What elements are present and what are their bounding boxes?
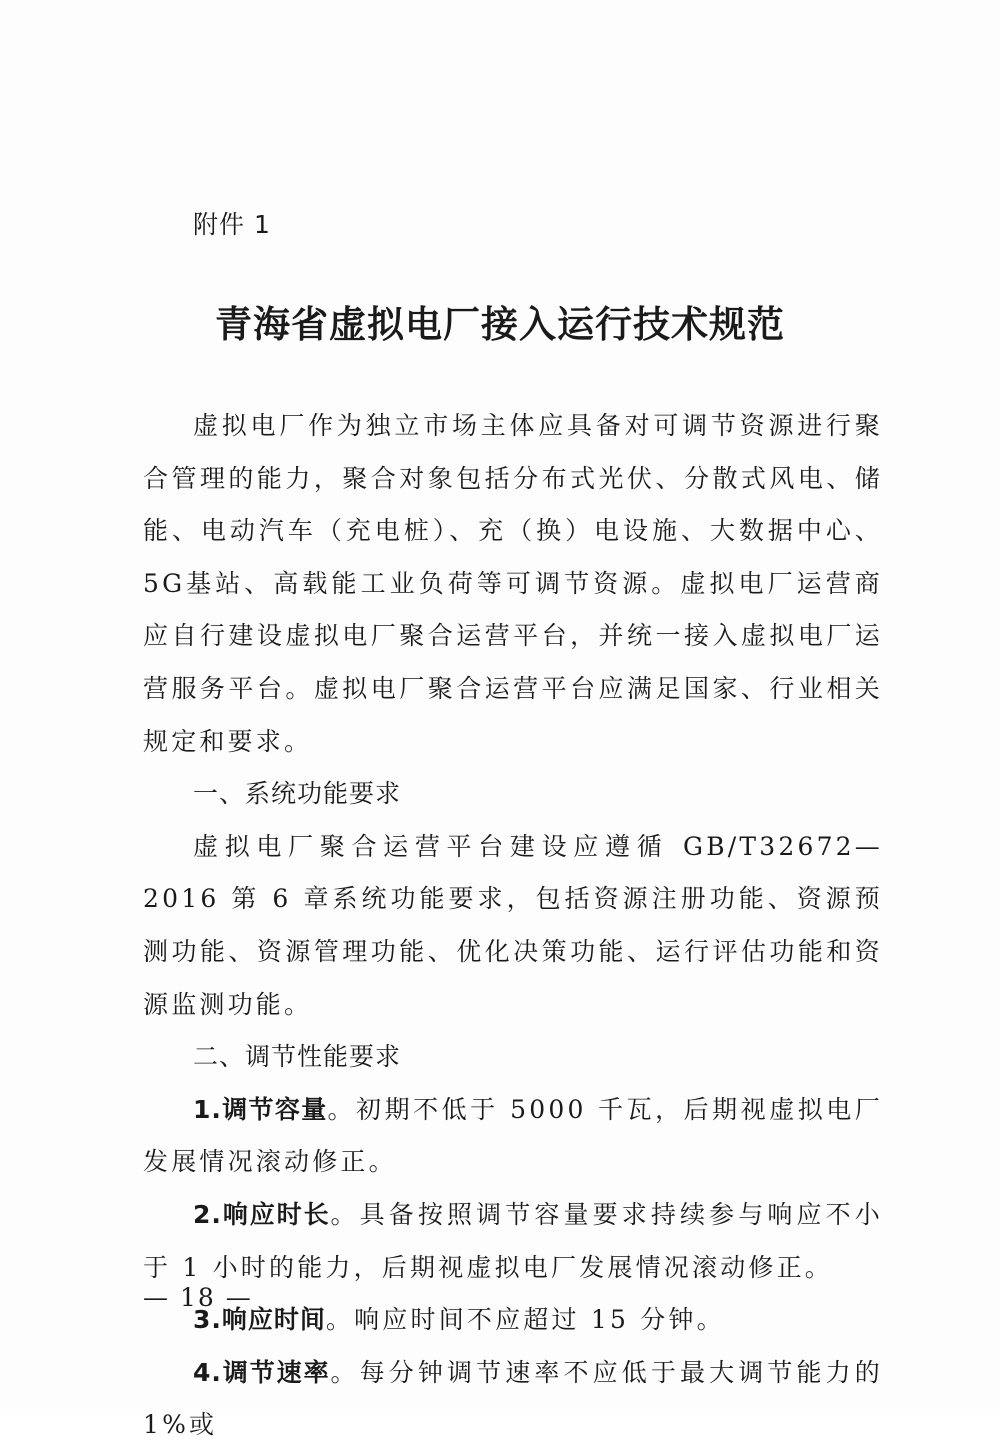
item-text: 。每分钟调节速率不应低于最大调节能力的 1%或 <box>143 1357 883 1440</box>
page-number: — 18 — <box>143 1283 253 1312</box>
document-title: 青海省虚拟电厂接入运行技术规范 <box>215 303 785 346</box>
item-lead: 3.响应时间 <box>193 1305 326 1335</box>
item-lead: 4.调节速率 <box>193 1357 331 1387</box>
item-regulation-capacity <box>143 1084 883 1189</box>
item-regulation-rate <box>143 1347 883 1452</box>
attachment-label: 附件 1 <box>193 210 271 239</box>
item-text: 。具备按照调节容量要求持续参与响应不小于 1 小时的能力，后期视虚拟电厂发展情况滚动修正。 <box>143 1199 883 1282</box>
item-text: 。响应时间不应超过 15 分钟。 <box>325 1305 725 1335</box>
section-heading-regulation-performance: 二、调节性能要求 <box>193 1042 402 1072</box>
system-functions-paragraph: 虚拟电厂聚合运营平台建设应遵循 GB/T32672—2016 第 6 章系统功能要求，包括资源注册功能、资源预测功能、资源管理功能、优化决策功能、运行评估功能和资源监测功能。 <box>143 831 883 1019</box>
item-response-duration <box>143 1189 883 1294</box>
document-body <box>143 400 883 1452</box>
item-text: 。初期不低于 5000 千瓦，后期视虚拟电厂发展情况滚动修正。 <box>143 1094 883 1177</box>
intro-paragraph: 虚拟电厂作为独立市场主体应具备对可调节资源进行聚合管理的能力，聚合对象包括分布式光伏、分散式风电、储能、电动汽车（充电桩）、充（换）电设施、大数据中心、5G基站、高载能工业负荷等可调节资源。虚拟电厂运营商应自行建设虚拟电厂聚合运营平台，并统一接入虚拟电厂运营服务平台。虚拟电厂聚合运营平台应满足国家、行业相关规定和要求。 <box>143 411 883 756</box>
item-response-time <box>143 1294 883 1347</box>
item-lead: 1.调节容量 <box>193 1094 328 1124</box>
section-heading-system-functions: 一、系统功能要求 <box>193 779 402 809</box>
item-lead: 2.响应时长 <box>193 1199 331 1229</box>
